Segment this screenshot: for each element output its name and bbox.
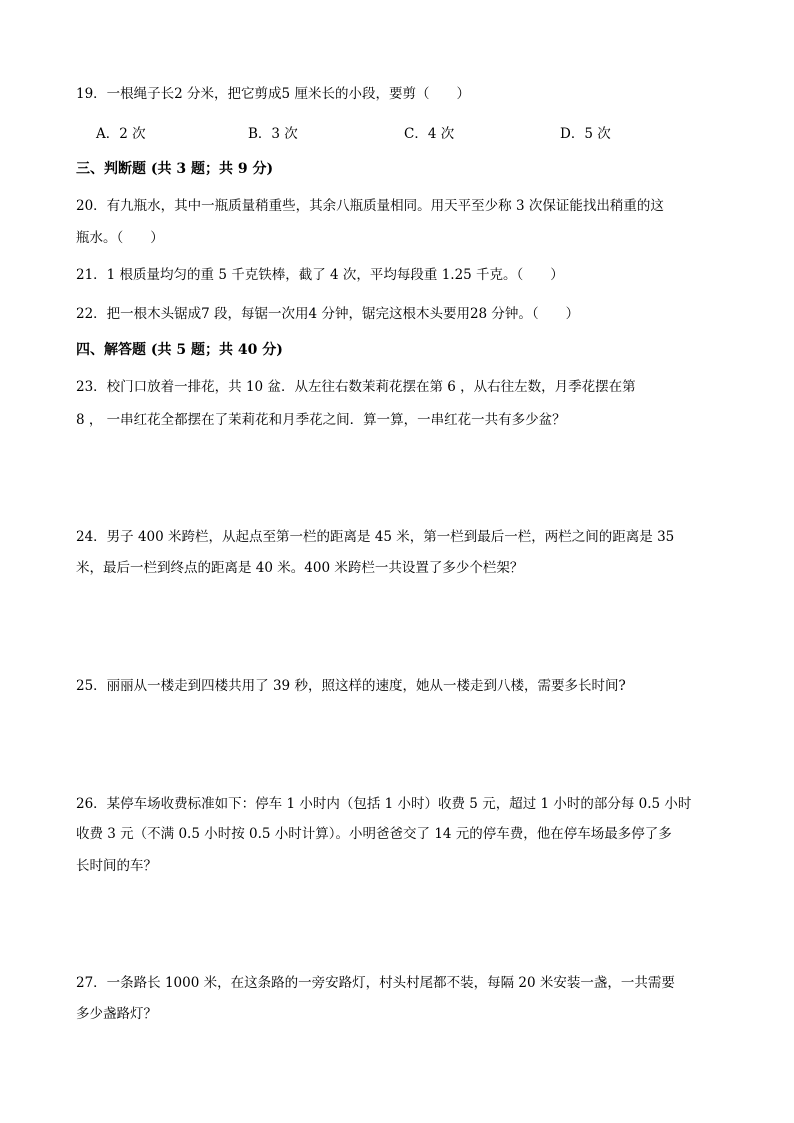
q19-option-c: C．4 次 <box>404 126 455 142</box>
q26-line-3: 长时间的车？ <box>76 858 157 874</box>
q19-option-d: D．5 次 <box>560 126 611 142</box>
q26-line-1: 26．某停车场收费标准如下：停车 1 小时内（包括 1 小时）收费 5 元，超过 1 小时的部分每 0.5 小时 <box>76 796 692 812</box>
q22-line-1: 22．把一根木头锯成7 段，每锯一次用4 分钟，锯完这根木头要用28 分钟。（ ） <box>76 306 580 322</box>
q19-stem: 19．一根绳子长2 分米，把它剪成5 厘米长的小段，要剪（ ） <box>76 86 470 102</box>
q27-line-1: 27．一条路长 1000 米，在这条路的一旁安路灯，村头村尾都不装，每隔 20 米安装一盏，一共需要 <box>76 975 675 991</box>
q26-line-2: 收费 3 元（不满 0.5 小时按 0.5 小时计算）。小明爸爸交了 14 元的停车费，他在停车场最多停了多 <box>76 826 672 842</box>
q24-line-2: 米，最后一栏到终点的距离是 40 米。400 米跨栏一共设置了多少个栏架？ <box>76 560 524 576</box>
q25-line-1: 25．丽丽从一楼走到四楼共用了 39 秒，照这样的速度，她从一楼走到八楼，需要多长时间? <box>76 678 626 694</box>
q24-line-1: 24．男子 400 米跨栏，从起点至第一栏的距离是 45 米，第一栏到最后一栏，两栏之间的距离是 35 <box>76 529 675 545</box>
q20-line-2: 瓶水。（ ） <box>76 230 164 246</box>
q27-line-2: 多少盏路灯？ <box>76 1006 157 1022</box>
section-3-heading: 三、判断题 (共 3 题；共 9 分) <box>76 161 274 177</box>
q23-line-1: 23．校门口放着一排花，共 10 盆．从左往右数茉莉花摆在第 6 ，从右往左数，月季花摆在第 <box>76 379 636 395</box>
q19-option-b: B．3 次 <box>248 126 298 142</box>
q20-line-1: 20．有九瓶水，其中一瓶质量稍重些，其余八瓶质量相同。用天平至少称 3 次保证能找出稍重的这 <box>76 198 664 214</box>
section-4-heading: 四、解答题 (共 5 题；共 40 分) <box>76 342 283 358</box>
q19-option-a: A．2 次 <box>96 126 146 142</box>
q23-line-2: 8 ， 一串红花全都摆在了茉莉花和月季花之间．算一算，一串红花一共有多少盆？ <box>76 412 566 428</box>
q21-line-1: 21．1 根质量均匀的重 5 千克铁棒，截了 4 次，平均每段重 1.25 千克。（ ） <box>76 267 564 283</box>
